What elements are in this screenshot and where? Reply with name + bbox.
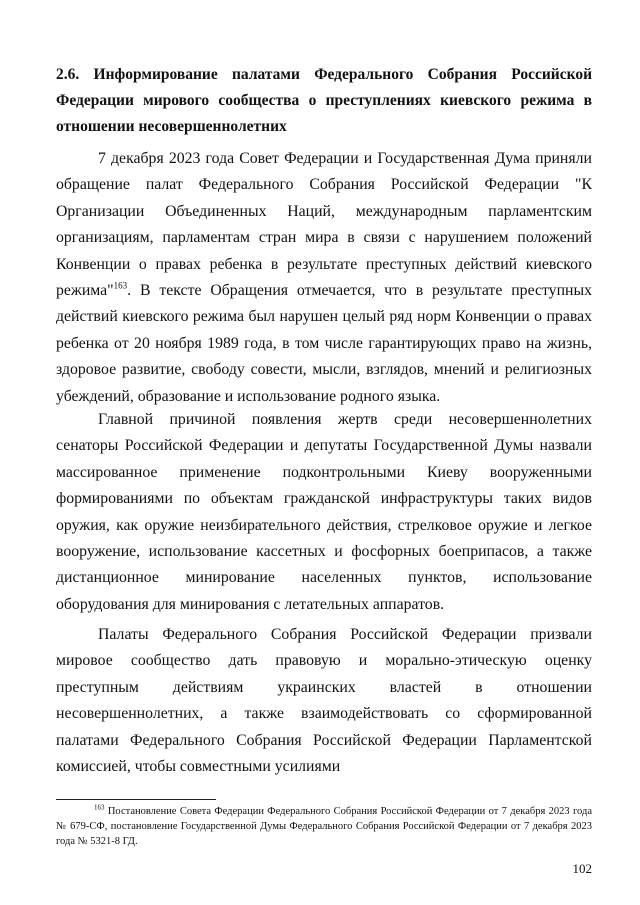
footnote-text: Постановление Совета Федерации Федерального Собрания Российской Федерации от 7 декабря 2023 года № 679-СФ, постановление Государственной Думы Федерального Собрания Российской Федерации от 7 декабря 2023 года № 5321-8 ГД.	[56, 806, 592, 847]
paragraph-1-text: 7 декабря 2023 года Совет Федерации и Государственная Дума приняли обращение палат Федерального Собрания Российской Федерации "К Организации Объединенных Наций, международным парламентским организациям, парламентам стран мира в связи с нарушением положений Конвенции о правах ребенка в результате преступных действий киевского режима"	[56, 150, 592, 300]
footnote-divider	[56, 799, 216, 800]
paragraph-2: Главной причиной появления жертв среди несовершеннолетних сенаторы Российской Федерации и депутаты Государственной Думы назвали массированное применение подконтрольными Киеву вооруженными формированиями по объектам гражданской инфраструктуры таких видов оружия, как оружие неизбирательного действия, стрелковое оружие и легкое вооружение, использование кассетных и фосфорных боеприпасов, а также дистанционное минирование населенных пунктов, использование оборудования для минирования с летательных аппаратов.	[56, 411, 592, 613]
paragraph-3: Палаты Федерального Собрания Российской Федерации призвали мировое сообщество дать правовую и морально-этическую оценку преступным действиям украинских властей в отношении несовершеннолетних, а также взаимодействовать со сформированной палатами Федерального Собрания Российской Федерации Парламентской комиссией, чтобы совместными усилиями	[56, 626, 592, 776]
paragraph-1	[56, 146, 592, 410]
paragraph-1-text-continued: . В тексте Обращения отмечается, что в результате преступных действий киевского режима был нарушен целый ряд норм Конвенции о правах ребенка от 20 ноября 1989 года, в том числе гарантирующих право на жизнь, здоровое развитие, свободу совести, мысли, взглядов, мнений и религиозных убеждений, образование и использование родного языка.	[56, 282, 592, 405]
section-heading: 2.6. Информирование палатами Федерального Собрания Российской Федерации мирового сообщества о преступлениях киевского режима в отношении несовершеннолетних	[56, 66, 592, 135]
page-number: 102	[572, 861, 592, 876]
footnote-number: 163	[94, 803, 105, 812]
footnote	[56, 804, 592, 849]
footnote-reference[interactable]: 163	[113, 280, 128, 291]
